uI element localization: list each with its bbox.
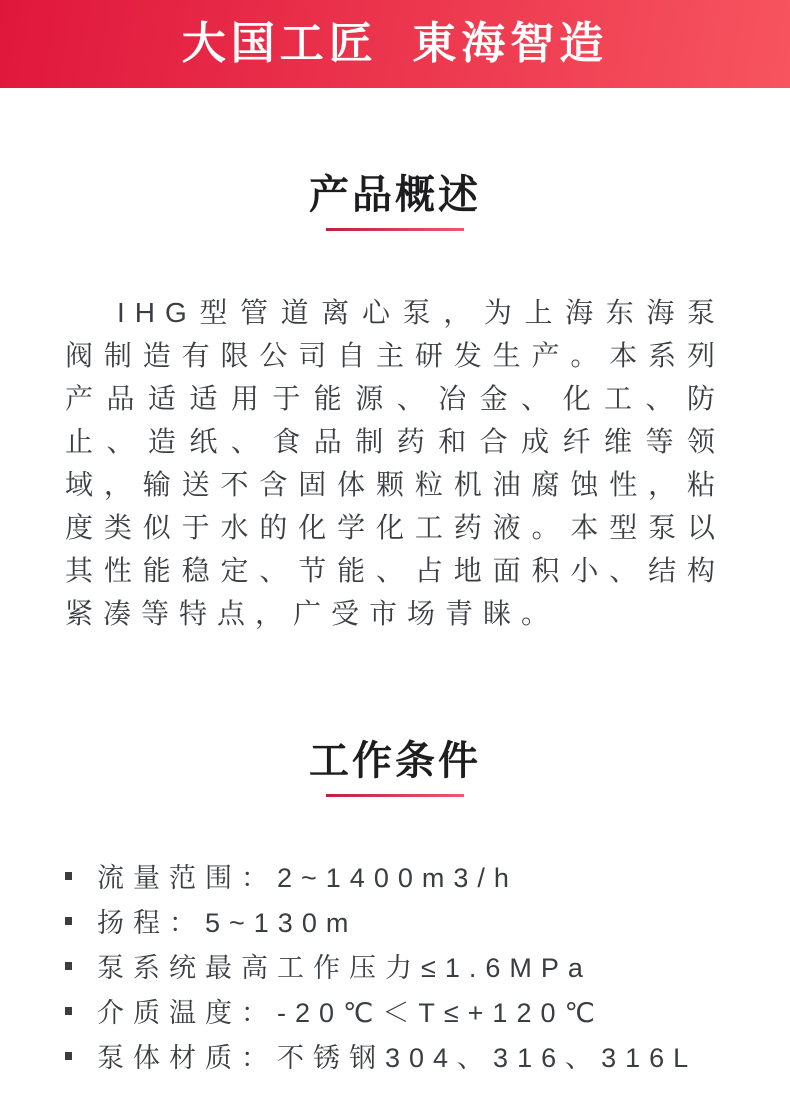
square-bullet-icon bbox=[65, 1007, 72, 1015]
header-banner bbox=[0, 0, 790, 88]
list-item bbox=[65, 898, 765, 943]
square-bullet-icon bbox=[65, 917, 72, 925]
list-item bbox=[65, 853, 765, 898]
condition-text: 流量范围：2~1400m3/h bbox=[97, 863, 518, 893]
overview-title-underline bbox=[326, 228, 464, 231]
square-bullet-icon bbox=[65, 1052, 72, 1060]
section-title-overview: 产品概述 bbox=[309, 173, 481, 217]
condition-text: 介质温度：-20℃＜T≤+120℃ bbox=[97, 998, 604, 1028]
overview-paragraph: IHG型管道离心泵，为上海东海泵阀制造有限公司自主研发生产。本系列产品适适用于能源、冶金、化工、防止、造纸、食品制药和合成纤维等领域，输送不含固体颗粒机油腐蚀性，粘度类似于水的化学化工药液。本型泵以其性能稳定、节能、占地面积小、结构紧凑等特点，广受市场青睐。 bbox=[65, 297, 725, 629]
condition-text: 扬程：5~130m bbox=[97, 908, 358, 938]
square-bullet-icon bbox=[65, 962, 72, 970]
conditions-title-underline bbox=[326, 794, 464, 797]
list-item bbox=[65, 943, 765, 988]
square-bullet-icon bbox=[65, 872, 72, 880]
conditions-list bbox=[65, 853, 765, 1078]
list-item bbox=[65, 1033, 765, 1078]
list-item bbox=[65, 988, 765, 1033]
condition-text: 泵系统最高工作压力≤1.6MPa bbox=[97, 953, 592, 983]
banner-title: 大国工匠 東海智造 bbox=[181, 19, 609, 68]
condition-text: 泵体材质：不锈钢304、316、316L bbox=[97, 1043, 698, 1073]
section-title-conditions: 工作条件 bbox=[309, 739, 481, 783]
